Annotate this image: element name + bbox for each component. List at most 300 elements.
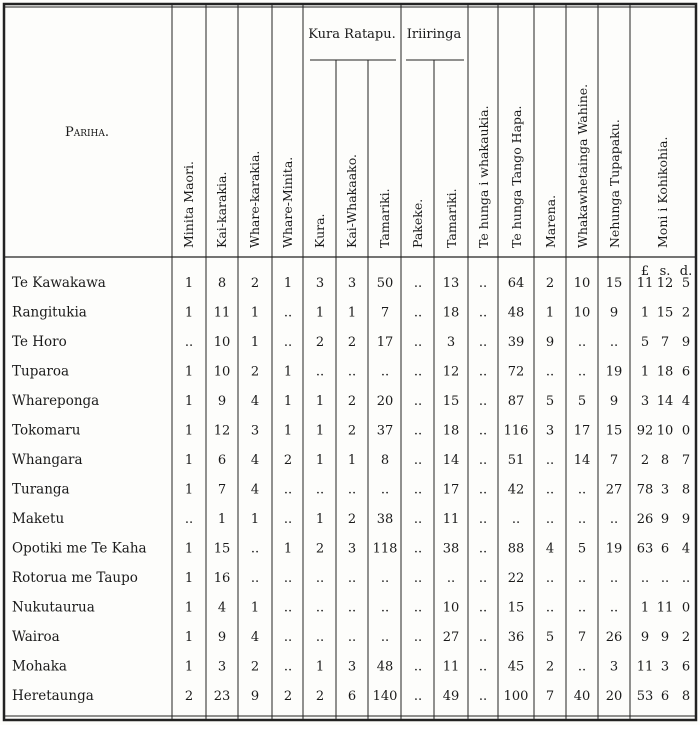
table-cell: .. <box>478 276 488 291</box>
table-cell: 2 <box>283 453 293 468</box>
money-shillings: 9 <box>660 512 670 527</box>
table-cell: .. <box>347 482 357 498</box>
table-body <box>12 275 690 704</box>
table-cell: .. <box>413 571 423 586</box>
table-cell: .. <box>545 512 555 527</box>
table-cell: .. <box>478 659 488 675</box>
money-shillings: 7 <box>660 335 670 350</box>
table-cell: 2 <box>545 659 555 675</box>
table-cell: 4 <box>250 630 260 645</box>
table-cell: 18 <box>442 423 460 439</box>
table-cell: .. <box>478 689 488 704</box>
table-cell: 10 <box>573 305 591 321</box>
parish-name: Whangara <box>12 452 83 468</box>
parish-name: Te Horo <box>12 334 67 350</box>
table-cell: 3 <box>347 276 357 291</box>
table-cell: .. <box>413 453 423 468</box>
table-cell: .. <box>609 571 619 586</box>
whare-minita-header: Whare-Minita. <box>280 156 295 248</box>
table-cell: .. <box>283 659 293 675</box>
money-pence: 6 <box>681 364 691 380</box>
pakeke-header: Pakeke. <box>410 198 425 248</box>
iriiringa-header: Iriiringa <box>406 27 462 42</box>
parish-name: Heretaunga <box>12 688 94 704</box>
table-cell: 13 <box>442 276 460 291</box>
table-row <box>12 659 690 675</box>
table-cell: 8 <box>380 453 390 468</box>
table-cell: 1 <box>184 541 194 557</box>
money-shillings: 6 <box>660 541 670 557</box>
table-row <box>12 423 690 439</box>
table-cell: .. <box>283 482 293 498</box>
tamariki-iriiringa-header: Tamariki. <box>444 188 459 248</box>
table-row <box>12 364 690 380</box>
table-cell: .. <box>413 600 423 616</box>
money-pounds: 11 <box>636 276 654 291</box>
table-cell: 14 <box>573 453 591 468</box>
money-pence: 8 <box>681 689 691 704</box>
money-shillings: 3 <box>660 482 670 498</box>
table-cell: .. <box>577 335 587 350</box>
vertical-headers <box>181 84 670 248</box>
table-cell: 5 <box>577 541 587 557</box>
money-shillings: 6 <box>660 689 670 704</box>
pounds-symbol: £ <box>640 264 650 279</box>
table-cell: 7 <box>217 482 227 498</box>
parish-name: Maketu <box>12 511 65 527</box>
table-row <box>12 275 690 291</box>
table-cell: 11 <box>213 305 231 321</box>
column-rules <box>172 4 630 720</box>
table-cell: 116 <box>503 423 529 439</box>
table-cell: 1 <box>283 394 293 409</box>
table-cell: .. <box>250 541 260 557</box>
table-cell: 1 <box>184 305 194 321</box>
money-pence: 9 <box>681 512 691 527</box>
table-cell: 11 <box>442 512 460 527</box>
table-cell: 1 <box>283 364 293 380</box>
table-cell: 1 <box>250 600 260 616</box>
table-cell: .. <box>347 364 357 380</box>
table-cell: .. <box>283 600 293 616</box>
parish-name: Mohaka <box>12 658 67 675</box>
table-cell: .. <box>380 482 390 498</box>
table-cell: .. <box>315 571 325 586</box>
table-cell: 1 <box>545 305 555 321</box>
table-cell: .. <box>478 512 488 527</box>
shillings-symbol: s. <box>659 264 671 279</box>
table-cell: 9 <box>250 689 260 704</box>
table-cell: 12 <box>442 364 460 380</box>
table-row <box>12 688 690 704</box>
table-cell: 8 <box>217 276 227 291</box>
table-cell: 9 <box>217 394 227 409</box>
table-cell: 6 <box>217 453 227 468</box>
table-cell: .. <box>577 659 587 675</box>
table-cell: 1 <box>283 276 293 291</box>
table-row <box>12 305 690 321</box>
money-pence: 8 <box>681 482 691 498</box>
table-cell: .. <box>250 571 260 586</box>
table-cell: 1 <box>347 305 357 321</box>
table-cell: 40 <box>573 689 591 704</box>
table-cell: 38 <box>442 541 460 557</box>
table-row <box>12 600 690 616</box>
parish-name: Whareponga <box>12 393 100 409</box>
table-cell: 49 <box>442 689 460 704</box>
table-cell: .. <box>609 512 619 527</box>
table-cell: .. <box>283 630 293 645</box>
table-cell: 4 <box>545 541 555 557</box>
table-cell: .. <box>380 364 390 380</box>
table-cell: 14 <box>442 453 460 468</box>
table-cell: 23 <box>213 689 231 704</box>
table-cell: 15 <box>507 600 525 616</box>
pence-symbol: d. <box>679 264 693 279</box>
table-cell: .. <box>478 394 488 409</box>
money-pence: .. <box>681 571 691 586</box>
table-cell: 1 <box>283 423 293 439</box>
table-cell: .. <box>413 305 423 321</box>
table-cell: 37 <box>376 423 394 439</box>
table-cell: .. <box>283 512 293 527</box>
money-pence: 6 <box>681 659 691 675</box>
table-cell: .. <box>478 541 488 557</box>
table-cell: 2 <box>184 689 194 704</box>
table-cell: 20 <box>605 689 623 704</box>
table-cell: 3 <box>609 659 619 675</box>
table-cell: 1 <box>184 630 194 645</box>
table-cell: .. <box>315 364 325 380</box>
table-cell: .. <box>413 335 423 350</box>
table-cell: .. <box>609 335 619 350</box>
table-cell: .. <box>577 512 587 527</box>
table-cell: 64 <box>507 276 525 291</box>
table-cell: 50 <box>376 276 394 291</box>
table-cell: 4 <box>250 482 260 498</box>
table-cell: 1 <box>184 600 194 616</box>
table-cell: 9 <box>217 630 227 645</box>
table-cell: .. <box>545 571 555 586</box>
money-shillings: 15 <box>656 305 674 321</box>
table-cell: .. <box>347 600 357 616</box>
marena-header: Marena. <box>543 194 558 248</box>
money-pounds: 2 <box>640 453 650 468</box>
table-cell: .. <box>413 512 423 527</box>
table-cell: 1 <box>250 512 260 527</box>
table-cell: .. <box>283 335 293 350</box>
table-cell: 1 <box>315 394 325 409</box>
table-row <box>12 570 690 586</box>
table-cell: .. <box>478 630 488 645</box>
money-shillings: 11 <box>656 600 674 616</box>
table-cell: 2 <box>347 394 357 409</box>
table-cell: .. <box>184 335 194 350</box>
money-pounds: 53 <box>636 689 654 704</box>
table-cell: .. <box>478 482 488 498</box>
table-cell: 1 <box>184 482 194 498</box>
table-row <box>12 482 690 498</box>
table-cell: 22 <box>507 571 525 586</box>
table-cell: 3 <box>217 659 227 675</box>
money-shillings: .. <box>660 571 670 586</box>
table-cell: 1 <box>315 512 325 527</box>
table-cell: .. <box>413 659 423 675</box>
table-cell: .. <box>478 335 488 350</box>
money-pounds: 5 <box>640 335 650 350</box>
table-cell: 1 <box>184 423 194 439</box>
table-cell: .. <box>413 423 423 439</box>
table-cell: .. <box>545 453 555 468</box>
money-pounds: 9 <box>640 630 650 645</box>
money-pounds: 92 <box>636 423 654 439</box>
table-cell: .. <box>609 600 619 616</box>
money-shillings: 8 <box>660 453 670 468</box>
whare-karakia-header: Whare-karakia. <box>247 150 262 248</box>
whakawhetainga-wahine-header: Whakawhetainga Wahine. <box>575 83 590 248</box>
table-cell: 1 <box>184 394 194 409</box>
table-cell: 5 <box>545 394 555 409</box>
table-cell: 51 <box>507 453 525 468</box>
table-cell: .. <box>511 512 521 527</box>
table-cell: 2 <box>347 335 357 350</box>
table-cell: .. <box>577 482 587 498</box>
parish-name: Turanga <box>12 481 70 498</box>
table-cell: 2 <box>250 276 260 291</box>
table-cell: .. <box>545 364 555 380</box>
table-cell: 48 <box>376 659 394 675</box>
table-cell: 1 <box>184 276 194 291</box>
parish-name: Wairoa <box>12 629 60 645</box>
table-cell: .. <box>545 482 555 498</box>
table-cell: 4 <box>217 600 227 616</box>
money-shillings: 10 <box>656 423 674 439</box>
table-cell: .. <box>478 305 488 321</box>
money-pounds: 11 <box>636 659 654 675</box>
table-cell: 10 <box>213 364 231 380</box>
table-cell: 5 <box>545 630 555 645</box>
parish-name: Opotiki me Te Kaha <box>12 540 147 557</box>
table-cell: 1 <box>217 512 227 527</box>
money-pence: 2 <box>681 305 691 321</box>
table-cell: 19 <box>605 541 623 557</box>
money-pence: 4 <box>681 541 691 557</box>
money-pounds: .. <box>640 571 650 586</box>
table-cell: 45 <box>507 659 525 675</box>
table-cell: 1 <box>347 453 357 468</box>
parish-name: Rangitukia <box>12 304 87 321</box>
table-cell: 3 <box>315 276 325 291</box>
table-cell: .. <box>545 600 555 616</box>
table-cell: 27 <box>605 482 623 498</box>
table-cell: .. <box>380 571 390 586</box>
kai-whakaako-header: Kai-Whakaako. <box>344 153 359 248</box>
table-cell: 17 <box>573 423 591 439</box>
table-cell: .. <box>478 600 488 616</box>
table-cell: 7 <box>545 689 555 704</box>
moni-kohikohia-header: Moni i Kohikohia. <box>655 136 670 248</box>
money-pounds: 63 <box>636 541 654 557</box>
table-cell: 100 <box>503 689 529 704</box>
table-cell: 1 <box>315 659 325 675</box>
table-cell: 1 <box>315 453 325 468</box>
money-pence: 0 <box>681 423 691 439</box>
kura-header: Kura. <box>312 213 327 248</box>
table-cell: 140 <box>372 689 398 704</box>
table-cell: 10 <box>573 276 591 291</box>
table-cell: .. <box>413 364 423 380</box>
table-cell: 9 <box>609 394 619 409</box>
table-cell: 10 <box>442 600 460 616</box>
money-pence: 7 <box>681 453 691 468</box>
parish-name: Tuparoa <box>12 363 70 380</box>
table-cell: 3 <box>347 659 357 675</box>
table-cell: 15 <box>605 423 623 439</box>
table-cell: 4 <box>250 394 260 409</box>
table-cell: 72 <box>507 364 525 380</box>
kai-karakia-header: Kai-karakia. <box>214 171 229 248</box>
table-cell: 7 <box>380 305 390 321</box>
money-pence: 9 <box>681 335 691 350</box>
table-cell: 87 <box>507 394 525 409</box>
table-cell: .. <box>347 571 357 586</box>
table-cell: 15 <box>442 394 460 409</box>
table-cell: .. <box>413 630 423 645</box>
table-cell: 5 <box>577 394 587 409</box>
table-cell: 20 <box>376 394 394 409</box>
minita-maori-header: Minita Maori. <box>181 160 196 248</box>
table-cell: .. <box>478 571 488 586</box>
table-cell: 1 <box>250 335 260 350</box>
table-cell: .. <box>478 453 488 468</box>
table-cell: .. <box>478 423 488 439</box>
table-cell: 11 <box>442 659 460 675</box>
table-cell: .. <box>315 630 325 645</box>
table-cell: 9 <box>545 335 555 350</box>
money-pence: 5 <box>681 276 691 291</box>
table-cell: 2 <box>347 512 357 527</box>
table-cell: 88 <box>507 541 525 557</box>
table-cell: 2 <box>315 689 325 704</box>
table-cell: 48 <box>507 305 525 321</box>
table-cell: 10 <box>213 335 231 350</box>
te-hunga-tango-hapa-header: Te hunga Tango Hapa. <box>509 105 524 248</box>
table-cell: .. <box>283 305 293 321</box>
table-cell: 1 <box>315 305 325 321</box>
table-cell: 36 <box>507 630 525 645</box>
money-pounds: 26 <box>636 512 654 527</box>
table-cell: .. <box>577 600 587 616</box>
table-cell: 2 <box>315 335 325 350</box>
pariha-header: Pariha. <box>64 125 110 140</box>
table-row <box>12 629 690 645</box>
table-cell: 1 <box>250 305 260 321</box>
table-row <box>12 334 690 350</box>
table-row <box>12 511 690 527</box>
table-cell: .. <box>413 276 423 291</box>
money-shillings: 18 <box>656 364 674 380</box>
parish-name: Nukutaurua <box>12 599 95 616</box>
table-row <box>12 393 690 409</box>
table-cell: 3 <box>250 423 260 439</box>
parish-name: Tokomaru <box>12 422 81 439</box>
table-cell: 2 <box>250 659 260 675</box>
table-cell: 17 <box>442 482 460 498</box>
money-pence: 2 <box>681 630 691 645</box>
table-cell: 26 <box>605 630 623 645</box>
table-cell: .. <box>413 541 423 557</box>
table-cell: 19 <box>605 364 623 380</box>
money-pounds: 3 <box>640 394 650 409</box>
money-pence: 0 <box>681 600 691 616</box>
table-cell: 17 <box>376 335 394 350</box>
table-cell: 1 <box>184 571 194 586</box>
table-cell: .. <box>478 364 488 380</box>
table-cell: 118 <box>372 541 398 557</box>
table-cell: .. <box>413 482 423 498</box>
money-shillings: 3 <box>660 659 670 675</box>
table-cell: 1 <box>184 659 194 675</box>
table-cell: .. <box>315 482 325 498</box>
table-cell: .. <box>380 600 390 616</box>
table-cell: .. <box>446 571 456 586</box>
table-cell: 2 <box>250 364 260 380</box>
nehunga-tupapaku-header: Nehunga Tupapaku. <box>607 119 622 248</box>
table-cell: 16 <box>213 571 231 586</box>
table-cell: 9 <box>609 305 619 321</box>
parish-name: Rotorua me Taupo <box>12 570 138 586</box>
table-cell: 2 <box>545 276 555 291</box>
parish-name: Te Kawakawa <box>12 275 106 291</box>
table-cell: .. <box>577 364 587 380</box>
table-cell: 1 <box>315 423 325 439</box>
table-cell: .. <box>184 512 194 527</box>
table-row <box>12 541 690 557</box>
table-cell: 38 <box>376 512 394 527</box>
table-cell: 3 <box>347 541 357 557</box>
table-cell: 7 <box>577 630 587 645</box>
table-cell: .. <box>413 689 423 704</box>
money-pounds: 1 <box>640 364 650 380</box>
table-cell: 12 <box>213 423 231 439</box>
table-cell: 2 <box>347 423 357 439</box>
kura-ratapu-header: Kura Ratapu. <box>308 27 396 42</box>
table-cell: 27 <box>442 630 460 645</box>
table-cell: 15 <box>213 541 231 557</box>
table-cell: .. <box>347 630 357 645</box>
table-cell: 3 <box>545 423 555 439</box>
table-cell: 1 <box>283 541 293 557</box>
table-cell: 4 <box>250 453 260 468</box>
table-cell: 1 <box>184 453 194 468</box>
table-cell: 2 <box>315 541 325 557</box>
table-cell: 18 <box>442 305 460 321</box>
table-cell: .. <box>380 630 390 645</box>
table-cell: 6 <box>347 689 357 704</box>
money-shillings: 14 <box>656 394 674 409</box>
money-shillings: 12 <box>656 276 674 291</box>
table-cell: .. <box>577 571 587 586</box>
table-cell: .. <box>315 600 325 616</box>
table-row <box>12 452 690 468</box>
table-cell: 39 <box>507 335 525 350</box>
table-cell: .. <box>283 571 293 586</box>
money-pounds: 1 <box>640 600 650 616</box>
money-pounds: 1 <box>640 305 650 321</box>
table-cell: 3 <box>446 335 456 350</box>
tamariki-kura-header: Tamariki. <box>377 188 392 248</box>
te-hunga-whakaukia-header: Te hunga i whakaukia. <box>476 105 491 248</box>
